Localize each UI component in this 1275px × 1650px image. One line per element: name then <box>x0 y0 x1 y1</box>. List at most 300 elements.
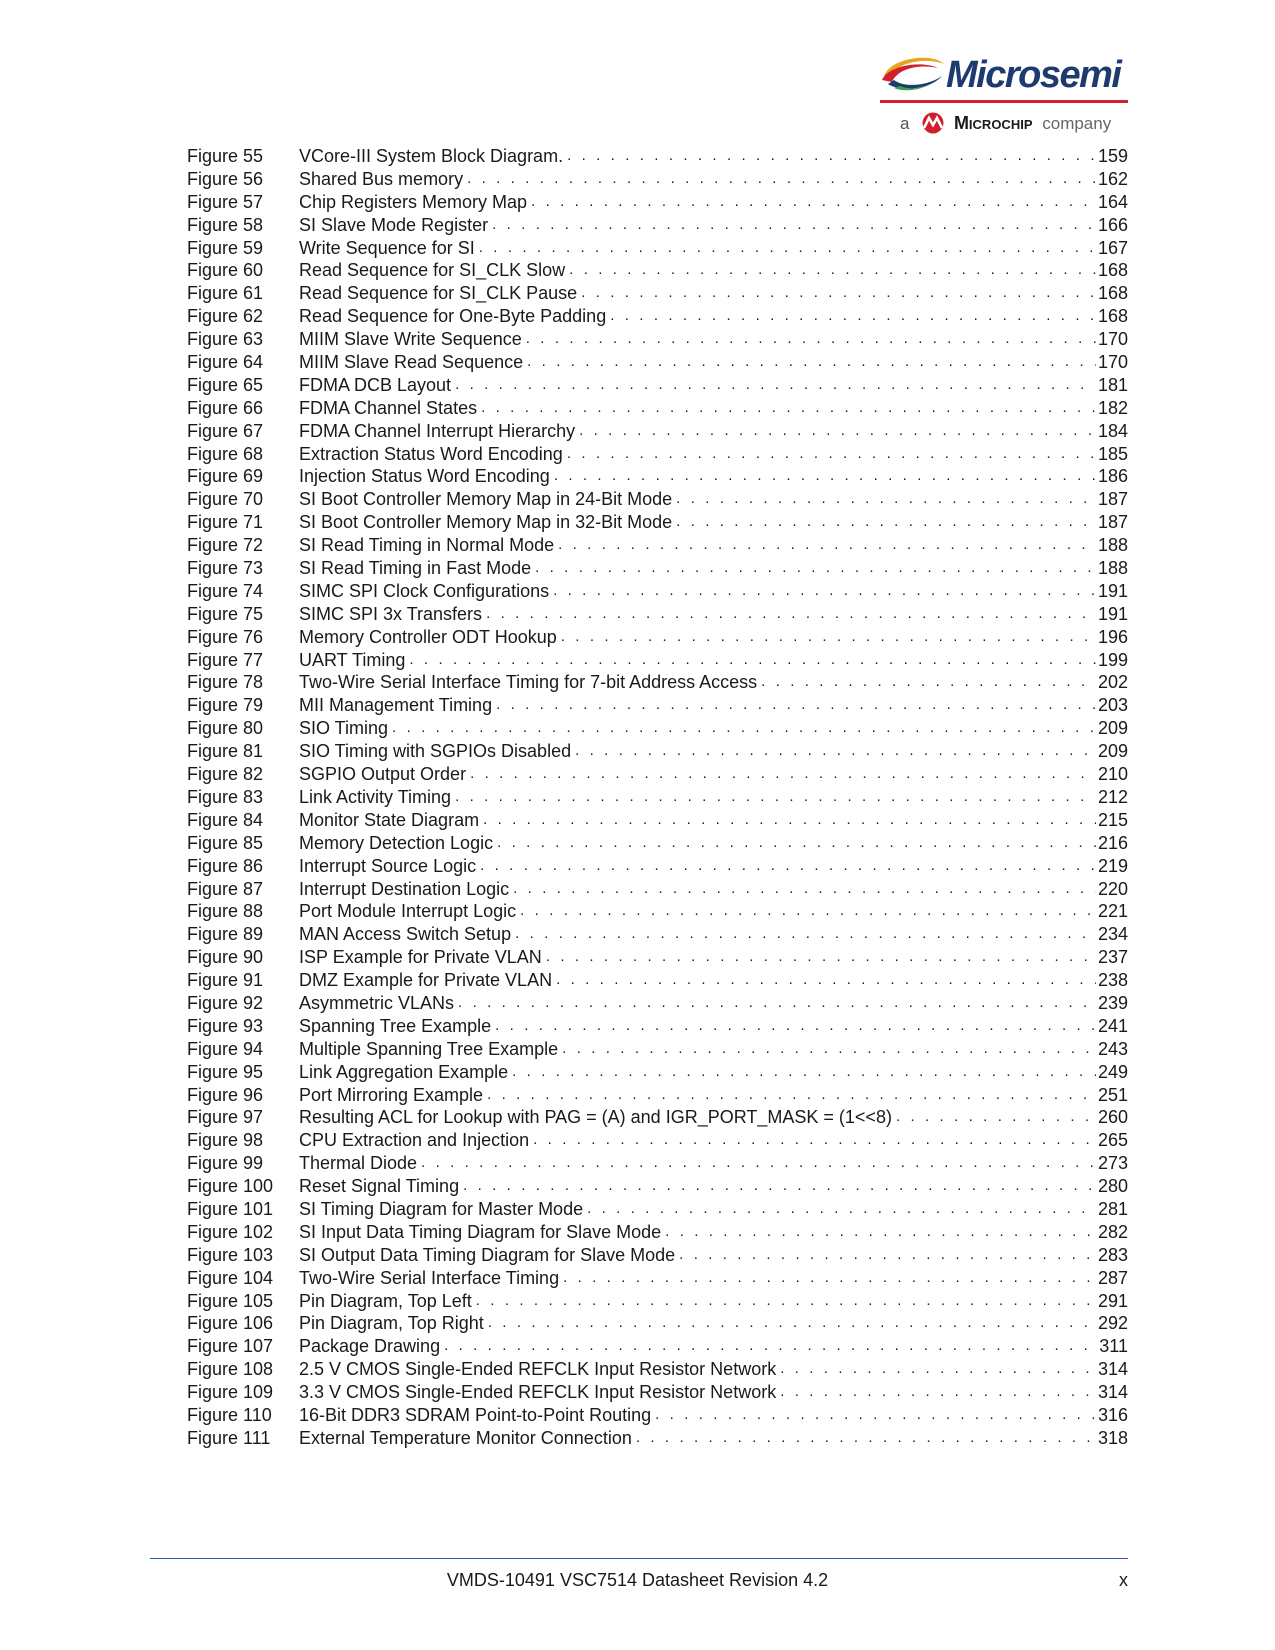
toc-entry-body <box>299 809 1128 832</box>
dot-leader <box>455 374 1096 397</box>
toc-entry-body <box>299 443 1128 466</box>
toc-entry-body <box>299 740 1128 763</box>
figure-title: MIIM Slave Read Sequence <box>299 352 524 373</box>
figure-number: Figure 70 <box>187 489 264 510</box>
figure-number: Figure 99 <box>187 1153 264 1174</box>
toc-entry[interactable] <box>187 534 1128 557</box>
figure-title: Pin Diagram, Top Left <box>299 1290 472 1311</box>
figure-title: SI Read Timing in Normal Mode <box>299 535 555 556</box>
toc-entry[interactable] <box>187 465 1128 488</box>
toc-entry[interactable] <box>187 488 1128 511</box>
figure-title: Chip Registers Memory Map <box>299 191 528 212</box>
toc-entry[interactable] <box>187 305 1128 328</box>
page-number: 209 <box>1097 741 1128 762</box>
figure-title: Thermal Diode <box>299 1153 418 1174</box>
toc-entry[interactable] <box>187 1358 1128 1381</box>
page-number: 251 <box>1097 1084 1128 1105</box>
toc-entry-body <box>299 1381 1128 1404</box>
figure-title: FDMA DCB Layout <box>299 374 452 395</box>
toc-entry[interactable] <box>187 1061 1128 1084</box>
toc-entry[interactable] <box>187 969 1128 992</box>
dot-leader <box>679 1244 1096 1267</box>
toc-entry[interactable] <box>187 1427 1128 1450</box>
figure-number: Figure 80 <box>187 718 264 739</box>
toc-entry-body <box>299 969 1128 992</box>
toc-entry-body <box>299 305 1128 328</box>
figure-number: Figure 73 <box>187 558 264 579</box>
toc-entry[interactable] <box>187 1015 1128 1038</box>
toc-entry-body <box>299 900 1128 923</box>
page-number: 210 <box>1097 764 1128 785</box>
toc-entry-body <box>299 420 1128 443</box>
dot-leader <box>567 145 1096 168</box>
toc-entry-body <box>299 1290 1128 1313</box>
toc-entry[interactable] <box>187 878 1128 901</box>
page-number: 191 <box>1097 603 1128 624</box>
toc-entry[interactable] <box>187 740 1128 763</box>
toc-entry[interactable] <box>187 923 1128 946</box>
page-number: 188 <box>1097 535 1128 556</box>
toc-entry[interactable] <box>187 557 1128 580</box>
page-number: 287 <box>1097 1267 1128 1288</box>
figure-number: Figure 97 <box>187 1107 264 1128</box>
toc-entry-body <box>299 328 1128 351</box>
toc-entry[interactable] <box>187 443 1128 466</box>
page-number: 281 <box>1097 1198 1128 1219</box>
figure-number: Figure 78 <box>187 672 264 693</box>
figure-number: Figure 77 <box>187 649 264 670</box>
page-number: 311 <box>1099 1336 1128 1357</box>
figure-number: Figure 81 <box>187 741 264 762</box>
toc-entry[interactable] <box>187 1221 1128 1244</box>
figure-title: External Temperature Monitor Connection <box>299 1427 632 1448</box>
figure-number: Figure 65 <box>187 374 264 395</box>
dot-leader <box>492 214 1096 237</box>
dot-leader <box>546 946 1096 969</box>
dot-leader <box>562 1038 1096 1061</box>
dot-leader <box>487 1084 1096 1107</box>
figure-number: Figure 72 <box>187 535 264 556</box>
toc-entry-body <box>299 855 1128 878</box>
figure-number: Figure 74 <box>187 580 264 601</box>
toc-entry[interactable] <box>187 397 1128 420</box>
microchip-logo-icon <box>920 112 946 134</box>
toc-entry[interactable] <box>187 1175 1128 1198</box>
footer-divider <box>150 1558 1128 1559</box>
logo-divider <box>880 100 1128 103</box>
figure-number: Figure 57 <box>187 191 264 212</box>
toc-entry[interactable] <box>187 649 1128 672</box>
dot-leader <box>780 1381 1096 1404</box>
figure-title: Read Sequence for SI_CLK Slow <box>299 260 566 281</box>
figure-title: Two-Wire Serial Interface Timing for 7-bit Address Access <box>299 672 758 693</box>
toc-entry-body <box>299 946 1128 969</box>
toc-entry-body <box>299 145 1128 168</box>
toc-entry[interactable] <box>187 420 1128 443</box>
figure-title: MIIM Slave Write Sequence <box>299 329 522 350</box>
figure-title: SI Output Data Timing Diagram for Slave Mode <box>299 1244 676 1265</box>
toc-entry[interactable] <box>187 809 1128 832</box>
figure-title: FDMA Channel States <box>299 397 478 418</box>
figure-title: Memory Detection Logic <box>299 832 494 853</box>
toc-entry-body <box>299 168 1128 191</box>
dot-leader <box>444 1335 1097 1358</box>
toc-entry[interactable] <box>187 580 1128 603</box>
page-number: 318 <box>1097 1427 1128 1448</box>
dot-leader <box>496 694 1096 717</box>
figure-number: Figure 71 <box>187 512 264 533</box>
dot-leader <box>463 1175 1096 1198</box>
figure-number: Figure 76 <box>187 626 264 647</box>
figure-number: Figure 68 <box>187 443 264 464</box>
figure-number: Figure 100 <box>187 1176 274 1197</box>
page-number: 219 <box>1097 855 1128 876</box>
page-number: 209 <box>1097 718 1128 739</box>
toc-entry[interactable] <box>187 214 1128 237</box>
toc-entry[interactable] <box>187 1312 1128 1335</box>
figure-title: Interrupt Source Logic <box>299 855 477 876</box>
toc-entry[interactable] <box>187 282 1128 305</box>
figure-number: Figure 108 <box>187 1359 274 1380</box>
dot-leader <box>676 511 1096 534</box>
page-number: 260 <box>1097 1107 1128 1128</box>
page-number: 184 <box>1097 420 1128 441</box>
page-number: 159 <box>1097 146 1128 166</box>
dot-leader <box>481 397 1096 420</box>
dot-leader <box>558 534 1096 557</box>
figure-number: Figure 88 <box>187 901 264 922</box>
figure-title: VCore-III System Block Diagram. <box>299 146 564 166</box>
dot-leader <box>761 671 1096 694</box>
dot-leader <box>479 237 1096 260</box>
page-number: 212 <box>1097 786 1128 807</box>
figure-number: Figure 110 <box>187 1404 272 1425</box>
page-number: 283 <box>1097 1244 1128 1265</box>
page-number: 237 <box>1097 947 1128 968</box>
page-number: 170 <box>1097 329 1128 350</box>
page-number: 292 <box>1097 1313 1128 1334</box>
figure-number: Figure 79 <box>187 695 264 716</box>
page-number: 185 <box>1097 443 1128 464</box>
toc-entry[interactable] <box>187 786 1128 809</box>
page-number: 241 <box>1097 1015 1128 1036</box>
toc-entry-body <box>299 878 1128 901</box>
figure-number: Figure 102 <box>187 1221 274 1242</box>
figure-title: Write Sequence for SI <box>299 237 475 258</box>
figure-title: SIO Timing <box>299 718 389 739</box>
toc-entry[interactable] <box>187 1244 1128 1267</box>
toc-entry[interactable] <box>187 374 1128 397</box>
toc-entry-body <box>299 992 1128 1015</box>
figure-title: FDMA Channel Interrupt Hierarchy <box>299 420 576 441</box>
logo-wordmark: Microsemi <box>946 54 1121 96</box>
toc-entry[interactable] <box>187 1152 1128 1175</box>
dot-leader <box>636 1427 1096 1450</box>
toc-entry[interactable] <box>187 168 1128 191</box>
toc-entry-body <box>299 1244 1128 1267</box>
toc-entry-body <box>299 717 1128 740</box>
figure-title: DMZ Example for Private VLAN <box>299 970 553 991</box>
dot-leader <box>470 763 1096 786</box>
figure-title: UART Timing <box>299 649 406 670</box>
toc-entry-body <box>299 694 1128 717</box>
toc-entry-body <box>299 465 1128 488</box>
figure-title: SI Slave Mode Register <box>299 214 489 235</box>
toc-entry-body <box>299 282 1128 305</box>
toc-entry-body <box>299 557 1128 580</box>
page-number: 215 <box>1097 809 1128 830</box>
figure-title: MII Management Timing <box>299 695 493 716</box>
dot-leader <box>527 351 1096 374</box>
figure-number: Figure 66 <box>187 397 264 418</box>
figure-number: Figure 109 <box>187 1382 274 1403</box>
page-number: 239 <box>1097 992 1128 1013</box>
toc-entry[interactable] <box>187 717 1128 740</box>
figure-number: Figure 55 <box>187 146 264 166</box>
toc-entry-body <box>299 1335 1128 1358</box>
toc-entry[interactable] <box>187 145 1128 168</box>
figure-number: Figure 106 <box>187 1313 274 1334</box>
figure-number: Figure 75 <box>187 603 264 624</box>
figure-number: Figure 93 <box>187 1015 264 1036</box>
figure-number: Figure 96 <box>187 1084 264 1105</box>
figure-number: Figure 105 <box>187 1290 274 1311</box>
figure-title: Reset Signal Timing <box>299 1176 460 1197</box>
toc-entry[interactable] <box>187 1404 1128 1427</box>
figure-number: Figure 84 <box>187 809 264 830</box>
page-number: 238 <box>1097 970 1128 991</box>
toc-entry-body <box>299 1427 1128 1450</box>
page-number: 168 <box>1097 260 1128 281</box>
dot-leader <box>587 1198 1096 1221</box>
dot-leader <box>567 443 1096 466</box>
toc-entry-body <box>299 832 1128 855</box>
toc-entry[interactable] <box>187 1267 1128 1290</box>
toc-entry[interactable] <box>187 855 1128 878</box>
toc-entry-body <box>299 1061 1128 1084</box>
figure-number: Figure 101 <box>187 1198 274 1219</box>
page-number: 188 <box>1097 558 1128 579</box>
figure-title: Spanning Tree Example <box>299 1015 492 1036</box>
toc-entry[interactable] <box>187 237 1128 260</box>
dot-leader <box>780 1358 1096 1381</box>
toc-entry-body <box>299 237 1128 260</box>
dot-leader <box>533 1129 1096 1152</box>
toc-entry-body <box>299 763 1128 786</box>
dot-leader <box>526 328 1096 351</box>
toc-entry[interactable] <box>187 946 1128 969</box>
toc-entry[interactable] <box>187 191 1128 214</box>
figure-title: Memory Controller ODT Hookup <box>299 626 557 647</box>
page-number: 216 <box>1097 832 1128 853</box>
dot-leader <box>581 282 1096 305</box>
figure-number: Figure 62 <box>187 306 264 327</box>
figure-number: Figure 90 <box>187 947 264 968</box>
toc-entry[interactable] <box>187 626 1128 649</box>
toc-entry-body <box>299 191 1128 214</box>
toc-entry[interactable] <box>187 1290 1128 1313</box>
toc-entry[interactable] <box>187 1198 1128 1221</box>
toc-entry[interactable] <box>187 992 1128 1015</box>
page-number: 187 <box>1097 512 1128 533</box>
figure-title: SGPIO Output Order <box>299 764 467 785</box>
page-number: 273 <box>1097 1153 1128 1174</box>
dot-leader <box>497 832 1096 855</box>
toc-entry-body <box>299 1221 1128 1244</box>
toc-entry[interactable] <box>187 1381 1128 1404</box>
page-number: 202 <box>1097 672 1128 693</box>
toc-entry[interactable] <box>187 1129 1128 1152</box>
dot-leader <box>520 900 1096 923</box>
toc-entry-body <box>299 397 1128 420</box>
toc-entry-body <box>299 649 1128 672</box>
page-number: 316 <box>1097 1404 1128 1425</box>
toc-entry[interactable] <box>187 351 1128 374</box>
toc-entry-body <box>299 603 1128 626</box>
figure-title: CPU Extraction and Injection <box>299 1130 530 1151</box>
page-number: 186 <box>1097 466 1128 487</box>
dot-leader <box>458 992 1096 1015</box>
page-number: 167 <box>1097 237 1128 258</box>
toc-entry[interactable] <box>187 1084 1128 1107</box>
figure-title: Injection Status Word Encoding <box>299 466 550 487</box>
figure-title: SI Read Timing in Fast Mode <box>299 558 532 579</box>
toc-entry-body <box>299 511 1128 534</box>
toc-entry[interactable] <box>187 1038 1128 1061</box>
page-number: 291 <box>1097 1290 1128 1311</box>
page-number: 170 <box>1097 352 1128 373</box>
figure-title: Resulting ACL for Lookup with PAG = (A) and IGR_PORT_MASK = (1<<8) <box>299 1107 892 1128</box>
dot-leader <box>531 191 1096 214</box>
logo-tagline <box>900 110 1111 136</box>
figure-title: Asymmetric VLANs <box>299 992 455 1013</box>
figure-number: Figure 86 <box>187 855 264 876</box>
dot-leader <box>575 740 1096 763</box>
page-number: 181 <box>1097 374 1128 395</box>
tagline-parent: Microchip <box>953 113 1033 133</box>
figure-number: Figure 85 <box>187 832 264 853</box>
dot-leader <box>535 557 1096 580</box>
toc-entry-body <box>299 671 1128 694</box>
dot-leader <box>561 626 1096 649</box>
toc-entry-body <box>299 1015 1128 1038</box>
toc-entry-body <box>299 214 1128 237</box>
figure-title: Link Activity Timing <box>299 786 452 807</box>
toc-entry[interactable] <box>187 603 1128 626</box>
figure-title: SI Boot Controller Memory Map in 32-Bit Mode <box>299 512 673 533</box>
figure-number: Figure 92 <box>187 992 264 1013</box>
dot-leader <box>392 717 1096 740</box>
page-number: 168 <box>1097 306 1128 327</box>
figure-number: Figure 95 <box>187 1061 264 1082</box>
figure-title: Interrupt Destination Logic <box>299 878 510 899</box>
toc-entry-body <box>299 259 1128 282</box>
page-number: 234 <box>1097 924 1128 945</box>
page-number: 196 <box>1097 626 1128 647</box>
dot-leader <box>569 259 1096 282</box>
figure-title: Package Drawing <box>299 1336 441 1357</box>
toc-entry[interactable] <box>187 259 1128 282</box>
toc-entry[interactable] <box>187 511 1128 534</box>
toc-entry-body <box>299 1404 1128 1427</box>
toc-entry-body <box>299 1129 1128 1152</box>
microsemi-logo <box>880 52 1130 137</box>
figure-number: Figure 82 <box>187 764 264 785</box>
figure-number: Figure 56 <box>187 168 264 189</box>
dot-leader <box>665 1221 1096 1244</box>
page-number: 280 <box>1097 1176 1128 1197</box>
figure-title: Read Sequence for One-Byte Padding <box>299 306 607 327</box>
toc-entry[interactable] <box>187 671 1128 694</box>
figure-title: MAN Access Switch Setup <box>299 924 512 945</box>
page-number: 182 <box>1097 397 1128 418</box>
figure-title: Read Sequence for SI_CLK Pause <box>299 283 578 304</box>
page-number: 166 <box>1097 214 1128 235</box>
page-number: 199 <box>1097 649 1128 670</box>
figure-number: Figure 67 <box>187 420 264 441</box>
figure-title: Port Module Interrupt Logic <box>299 901 517 922</box>
figure-number: Figure 87 <box>187 878 264 899</box>
figure-title: 3.3 V CMOS Single-Ended REFCLK Input Resistor Network <box>299 1382 777 1403</box>
dot-leader <box>512 1061 1096 1084</box>
page-number: 164 <box>1097 191 1128 212</box>
dot-leader <box>409 649 1096 672</box>
figure-title: Extraction Status Word Encoding <box>299 443 563 464</box>
figure-title: Link Aggregation Example <box>299 1061 509 1082</box>
toc-entry[interactable] <box>187 694 1128 717</box>
toc-entry-body <box>299 1084 1128 1107</box>
figure-title: Port Mirroring Example <box>299 1084 484 1105</box>
list-of-figures <box>187 145 1128 1450</box>
microsemi-swoosh-icon <box>880 54 948 94</box>
page-number: 162 <box>1097 168 1128 189</box>
figure-title: SI Input Data Timing Diagram for Slave Mode <box>299 1221 662 1242</box>
toc-entry[interactable] <box>187 328 1128 351</box>
toc-entry-body <box>299 488 1128 511</box>
figure-number: Figure 59 <box>187 237 264 258</box>
figure-title: SIO Timing with SGPIOs Disabled <box>299 741 572 762</box>
dot-leader <box>476 1290 1096 1313</box>
figure-title: Two-Wire Serial Interface Timing <box>299 1267 560 1288</box>
dot-leader <box>896 1106 1096 1129</box>
toc-entry-body <box>299 374 1128 397</box>
toc-entry-body <box>299 923 1128 946</box>
dot-leader <box>579 420 1096 443</box>
toc-entry-body <box>299 1312 1128 1335</box>
toc-entry[interactable] <box>187 763 1128 786</box>
figure-title: SI Boot Controller Memory Map in 24-Bit Mode <box>299 489 673 510</box>
toc-entry[interactable] <box>187 1335 1128 1358</box>
figure-number: Figure 103 <box>187 1244 274 1265</box>
figure-number: Figure 94 <box>187 1038 264 1059</box>
figure-number: Figure 107 <box>187 1336 274 1357</box>
dot-leader <box>486 603 1096 626</box>
page-number: 203 <box>1097 695 1128 716</box>
figure-number: Figure 60 <box>187 260 264 281</box>
page-number: 265 <box>1097 1130 1128 1151</box>
dot-leader <box>676 488 1096 511</box>
toc-entry[interactable] <box>187 832 1128 855</box>
footer-page-number: x <box>1119 1570 1128 1590</box>
figure-title: Shared Bus memory <box>299 168 464 189</box>
figure-number: Figure 111 <box>187 1427 271 1448</box>
figure-number: Figure 69 <box>187 466 264 487</box>
page-number: 220 <box>1097 878 1128 899</box>
figure-number: Figure 98 <box>187 1130 264 1151</box>
tagline-a: a <box>900 114 910 133</box>
toc-entry[interactable] <box>187 900 1128 923</box>
toc-entry[interactable] <box>187 1106 1128 1129</box>
